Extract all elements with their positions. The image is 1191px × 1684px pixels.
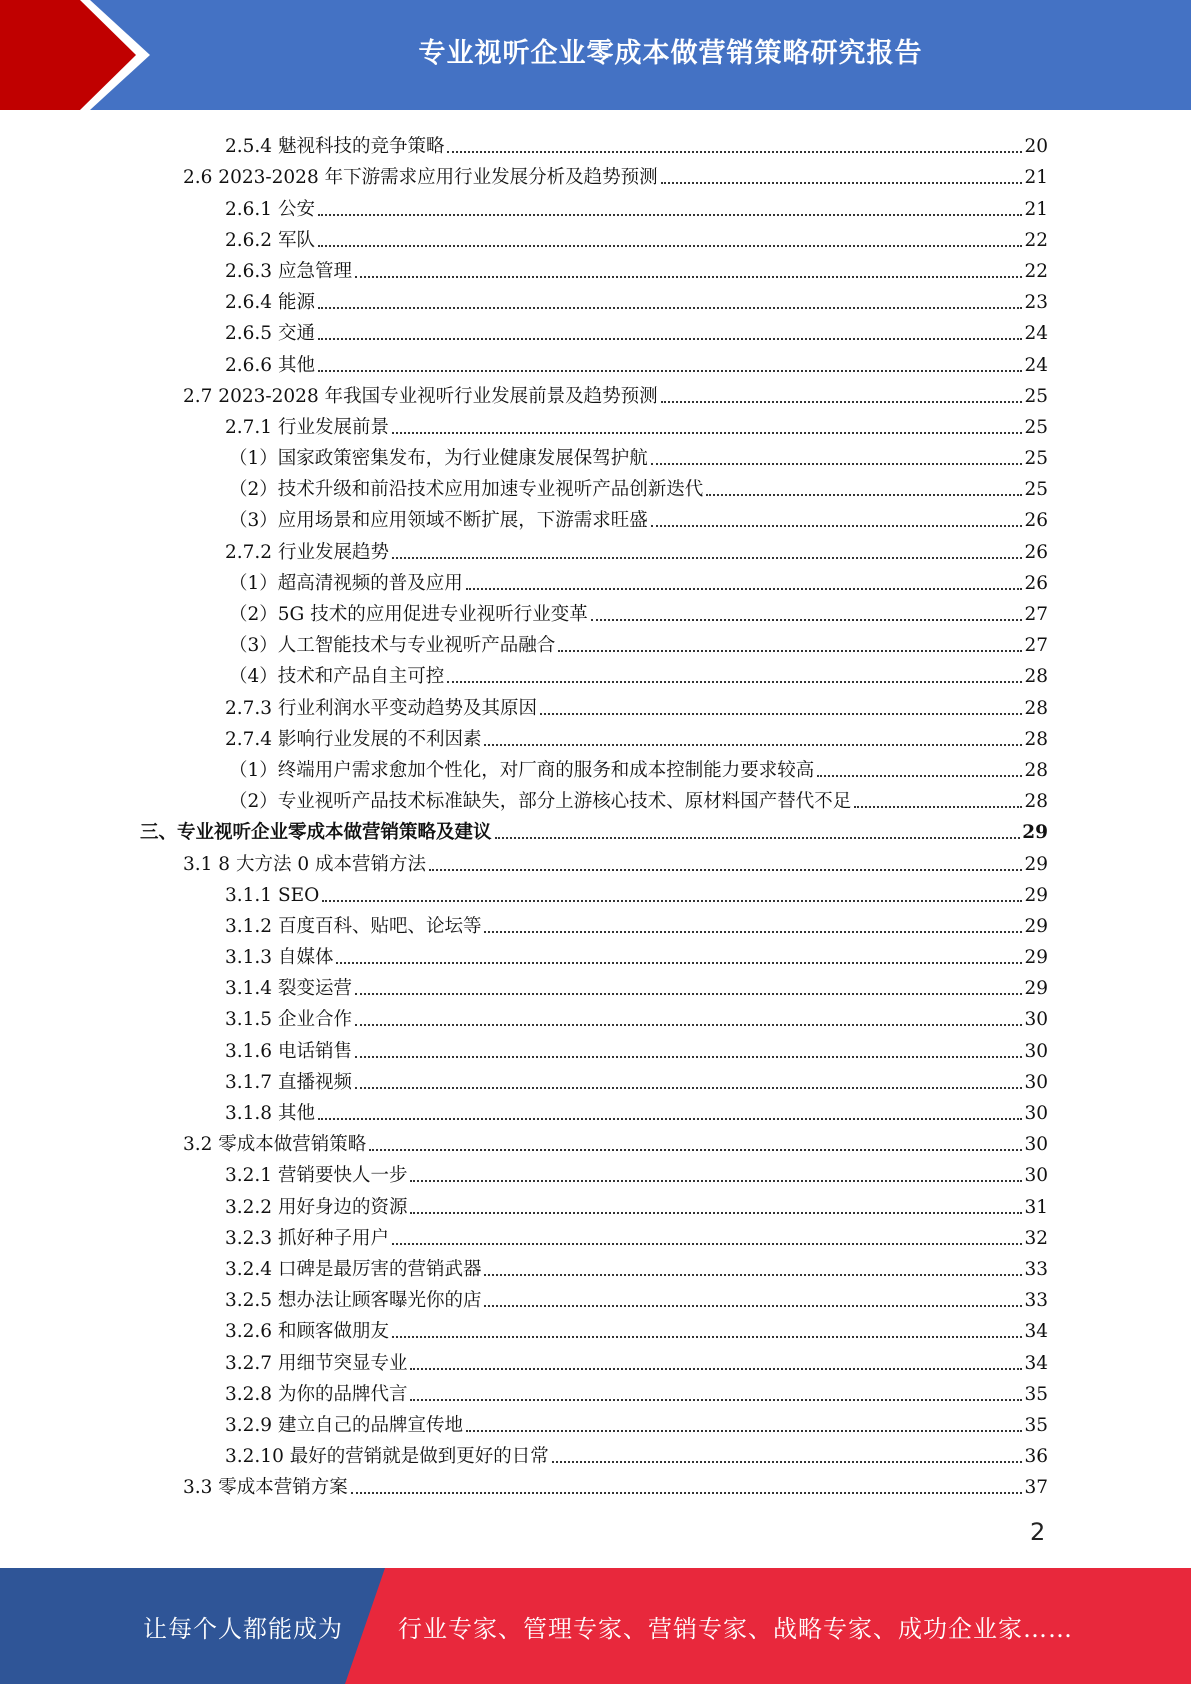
- toc-entry-label: （4）技术和产品自主可控: [229, 666, 445, 688]
- toc-entry[interactable]: [140, 440, 1048, 471]
- toc-dot-leader: [484, 1274, 1022, 1276]
- toc-entry-label: 3.2.1 营销要快人一步: [225, 1165, 408, 1187]
- toc-entry[interactable]: [140, 471, 1048, 502]
- toc-entry-label: 2.7 2023-2028 年我国专业视听行业发展前景及趋势预测: [183, 385, 658, 407]
- toc-entry-page: 21: [1024, 167, 1048, 189]
- toc-entry-page: 33: [1024, 1258, 1048, 1280]
- toc-entry-label: 2.6 2023-2028 年下游需求应用行业发展分析及趋势预测: [183, 167, 658, 189]
- toc-entry-page: 21: [1024, 198, 1048, 220]
- toc-dot-leader: [558, 650, 1022, 652]
- toc-entry-page: 28: [1024, 697, 1048, 719]
- toc-entry-page: 29: [1022, 822, 1048, 844]
- toc-entry[interactable]: [140, 1313, 1048, 1344]
- toc-entry-label: 3.2.3 抓好种子用户: [225, 1227, 389, 1249]
- toc-dot-leader: [661, 182, 1023, 184]
- toc-entry[interactable]: [140, 845, 1048, 876]
- toc-dot-leader: [355, 276, 1023, 278]
- toc-entry[interactable]: [140, 1001, 1048, 1032]
- toc-entry-label: 2.6.2 军队: [225, 229, 315, 251]
- toc-entry-label: （2）专业视听产品技术标准缺失，部分上游核心技术、原材料国产替代不足: [229, 791, 852, 813]
- toc-entry[interactable]: [140, 502, 1048, 533]
- toc-entry-page: 34: [1024, 1321, 1048, 1343]
- toc-entry[interactable]: [140, 190, 1048, 221]
- toc-dot-leader: [854, 806, 1022, 808]
- toc-entry-label: （1）终端用户需求愈加个性化，对厂商的服务和成本控制能力要求较高: [229, 759, 815, 781]
- toc-entry[interactable]: [140, 814, 1048, 845]
- toc-dot-leader: [484, 931, 1022, 933]
- toc-entry[interactable]: [140, 721, 1048, 752]
- toc-dot-leader: [410, 1399, 1022, 1401]
- toc-entry-page: 28: [1024, 728, 1048, 750]
- toc-dot-leader: [318, 214, 1023, 216]
- toc-entry[interactable]: [140, 315, 1048, 346]
- toc-entry[interactable]: [140, 1032, 1048, 1063]
- toc-entry[interactable]: [140, 533, 1048, 564]
- toc-entry-label: 3.2.6 和顾客做朋友: [225, 1321, 389, 1343]
- toc-entry-label: 3.1.3 自媒体: [225, 947, 334, 969]
- toc-entry-page: 29: [1024, 884, 1048, 906]
- toc-entry-page: 27: [1024, 635, 1048, 657]
- toc-entry[interactable]: [140, 627, 1048, 658]
- toc-entry[interactable]: [140, 1095, 1048, 1126]
- toc-entry-page: 30: [1024, 1165, 1048, 1187]
- toc-entry-page: 25: [1024, 448, 1048, 470]
- toc-entry-page: 34: [1024, 1352, 1048, 1374]
- toc-dot-leader: [429, 869, 1022, 871]
- toc-entry-label: （3）应用场景和应用领域不断扩展，下游需求旺盛: [229, 510, 648, 532]
- toc-entry-page: 23: [1024, 292, 1048, 314]
- toc-dot-leader: [355, 993, 1023, 995]
- toc-dot-leader: [552, 1461, 1023, 1463]
- toc-dot-leader: [484, 744, 1022, 746]
- toc-entry-page: 30: [1024, 1103, 1048, 1124]
- page-footer: [0, 1568, 1191, 1684]
- toc-dot-leader: [651, 525, 1023, 527]
- toc-dot-leader: [392, 432, 1022, 434]
- toc-entry[interactable]: [140, 346, 1048, 377]
- toc-entry-page: 28: [1024, 759, 1048, 781]
- toc-entry[interactable]: [140, 908, 1048, 939]
- toc-entry[interactable]: [140, 970, 1048, 1001]
- toc-dot-leader: [392, 557, 1022, 559]
- toc-entry-page: 26: [1024, 510, 1048, 532]
- toc-entry-page: 35: [1024, 1414, 1048, 1436]
- toc-entry-label: 2.6.5 交通: [225, 323, 315, 345]
- toc-entry[interactable]: [140, 222, 1048, 253]
- toc-entry-label: 3.2.2 用好身边的资源: [225, 1196, 408, 1218]
- toc-dot-leader: [817, 775, 1022, 777]
- toc-entry-label: 3.1.2 百度百科、贴吧、论坛等: [225, 915, 482, 937]
- toc-entry-page: 24: [1024, 323, 1048, 345]
- toc-entry-page: 29: [1024, 978, 1048, 1000]
- toc-entry-label: 2.5.4 魅视科技的竞争策略: [225, 136, 445, 158]
- toc-entry-label: 3.2 零成本做营销策略: [183, 1134, 367, 1156]
- toc-dot-leader: [661, 401, 1023, 403]
- toc-entry[interactable]: [140, 689, 1048, 720]
- toc-entry-label: 3.2.10 最好的营销就是做到更好的日常: [225, 1446, 549, 1468]
- toc-dot-leader: [322, 900, 1022, 902]
- toc-entry-page: 30: [1024, 1040, 1048, 1062]
- toc-entry-page: 22: [1024, 229, 1048, 251]
- toc-entry[interactable]: [140, 284, 1048, 315]
- toc-entry-page: 26: [1024, 572, 1048, 594]
- toc-entry[interactable]: [140, 1064, 1048, 1095]
- toc-entry-page: 26: [1024, 541, 1048, 563]
- toc-entry-label: 3.1.4 裂变运营: [225, 978, 352, 1000]
- toc-entry-page: 33: [1024, 1290, 1048, 1312]
- toc-entry-page: 24: [1024, 354, 1048, 376]
- toc-entry[interactable]: [140, 1438, 1048, 1469]
- toc-entry[interactable]: [140, 128, 1048, 159]
- toc-entry-label: 3.1 8 大方法 0 成本营销方法: [183, 853, 426, 875]
- toc-entry-page: 25: [1024, 416, 1048, 438]
- toc-entry-label: 2.7.3 行业利润水平变动趋势及其原因: [225, 697, 537, 719]
- toc-entry[interactable]: [140, 1188, 1048, 1219]
- toc-entry[interactable]: [140, 1376, 1048, 1407]
- toc-dot-leader: [706, 494, 1022, 496]
- toc-dot-leader: [447, 151, 1022, 153]
- toc-entry-page: 28: [1024, 791, 1048, 813]
- toc-entry[interactable]: [140, 565, 1048, 596]
- table-of-contents: [140, 128, 1048, 1500]
- toc-entry[interactable]: [140, 658, 1048, 689]
- toc-dot-leader: [447, 681, 1022, 683]
- toc-entry-label: （2）技术升级和前沿技术应用加速专业视听产品创新迭代: [229, 479, 704, 501]
- toc-entry-label: 3.2.8 为你的品牌代言: [225, 1383, 408, 1405]
- toc-dot-leader: [410, 1212, 1022, 1214]
- toc-entry-page: 30: [1024, 1134, 1048, 1156]
- toc-entry[interactable]: [140, 1407, 1048, 1438]
- toc-dot-leader: [336, 962, 1022, 964]
- toc-entry[interactable]: [140, 253, 1048, 284]
- toc-entry[interactable]: [140, 378, 1048, 409]
- toc-dot-leader: [318, 1118, 1023, 1120]
- toc-dot-leader: [495, 837, 1021, 839]
- toc-dot-leader: [466, 1430, 1022, 1432]
- toc-dot-leader: [355, 1087, 1023, 1089]
- toc-entry-page: 32: [1024, 1227, 1048, 1249]
- report-title: 专业视听企业零成本做营销策略研究报告: [418, 37, 923, 69]
- toc-entry-label: （2）5G 技术的应用促进专业视听行业变革: [229, 604, 588, 625]
- toc-entry-label: 3.1.7 直播视频: [225, 1071, 352, 1093]
- toc-entry-label: 2.7.2 行业发展趋势: [225, 541, 389, 563]
- toc-entry[interactable]: [140, 409, 1048, 440]
- toc-dot-leader: [318, 338, 1023, 340]
- page-header: [0, 0, 1191, 110]
- toc-entry-page: 30: [1024, 1071, 1048, 1093]
- toc-entry-label: 3.2.9 建立自己的品牌宣传地: [225, 1414, 463, 1436]
- toc-entry-page: 27: [1024, 604, 1048, 625]
- toc-entry-label: 3.1.6 电话销售: [225, 1040, 352, 1062]
- toc-entry-label: 2.7.4 影响行业发展的不利因素: [225, 728, 482, 750]
- toc-dot-leader: [392, 1243, 1022, 1245]
- toc-entry[interactable]: [140, 1344, 1048, 1375]
- page-number: 2: [1030, 1518, 1046, 1546]
- toc-dot-leader: [369, 1149, 1022, 1151]
- toc-dot-leader: [410, 1368, 1022, 1370]
- toc-entry[interactable]: [140, 1157, 1048, 1188]
- toc-entry-page: 36: [1024, 1446, 1048, 1468]
- toc-entry[interactable]: [140, 1469, 1048, 1500]
- toc-dot-leader: [540, 713, 1022, 715]
- toc-entry[interactable]: [140, 783, 1048, 814]
- toc-dot-leader: [591, 619, 1023, 621]
- toc-dot-leader: [318, 245, 1023, 247]
- chevron-decoration-icon: [0, 0, 150, 110]
- toc-entry[interactable]: [140, 1220, 1048, 1251]
- toc-entry[interactable]: [140, 596, 1048, 627]
- toc-entry-label: 3.1.5 企业合作: [225, 1009, 352, 1031]
- toc-entry-page: 37: [1024, 1477, 1048, 1499]
- toc-dot-leader: [651, 463, 1023, 465]
- toc-dot-leader: [484, 1305, 1022, 1307]
- toc-entry-page: 31: [1024, 1196, 1048, 1218]
- toc-entry-label: 3.2.7 用细节突显专业: [225, 1352, 408, 1374]
- toc-dot-leader: [355, 1056, 1023, 1058]
- toc-entry-label: 3.3 零成本营销方案: [183, 1477, 348, 1499]
- toc-entry-label: （3）人工智能技术与专业视听产品融合: [229, 635, 556, 657]
- toc-entry-page: 29: [1024, 947, 1048, 969]
- toc-dot-leader: [355, 1024, 1023, 1026]
- toc-entry[interactable]: [140, 1282, 1048, 1313]
- toc-entry-label: 3.1.8 其他: [225, 1103, 315, 1124]
- toc-dot-leader: [318, 307, 1023, 309]
- toc-entry-label: 3.1.1 SEO: [225, 884, 320, 906]
- toc-entry-label: 三、专业视听企业零成本做营销策略及建议: [140, 822, 492, 844]
- toc-entry[interactable]: [140, 877, 1048, 908]
- toc-entry[interactable]: [140, 1251, 1048, 1282]
- toc-entry-label: 2.7.1 行业发展前景: [225, 416, 389, 438]
- toc-dot-leader: [466, 588, 1023, 590]
- toc-entry-label: 2.6.6 其他: [225, 354, 315, 376]
- toc-entry-page: 22: [1024, 260, 1048, 282]
- toc-entry[interactable]: [140, 752, 1048, 783]
- footer-slogan-right: 行业专家、管理专家、营销专家、战略专家、成功企业家……: [398, 1614, 1073, 1643]
- toc-entry-label: 2.6.1 公安: [225, 198, 315, 220]
- toc-dot-leader: [351, 1492, 1023, 1494]
- toc-entry-label: 2.6.3 应急管理: [225, 260, 352, 282]
- toc-entry-page: 25: [1024, 479, 1048, 501]
- toc-entry[interactable]: [140, 159, 1048, 190]
- toc-entry-page: 20: [1024, 136, 1048, 158]
- toc-entry-page: 25: [1024, 385, 1048, 407]
- footer-slogan-left: 让每个人都能成为: [143, 1614, 343, 1643]
- toc-entry-label: （1）超高清视频的普及应用: [229, 572, 463, 594]
- toc-entry-page: 30: [1024, 1009, 1048, 1031]
- toc-entry[interactable]: [140, 1126, 1048, 1157]
- toc-entry-label: 3.2.4 口碑是最厉害的营销武器: [225, 1258, 482, 1280]
- toc-entry-page: 29: [1024, 915, 1048, 937]
- toc-dot-leader: [392, 1336, 1022, 1338]
- toc-dot-leader: [318, 370, 1023, 372]
- toc-entry-page: 35: [1024, 1383, 1048, 1405]
- toc-entry-page: 29: [1024, 853, 1048, 875]
- toc-entry[interactable]: [140, 939, 1048, 970]
- toc-entry-label: 2.6.4 能源: [225, 292, 315, 314]
- toc-entry-label: （1）国家政策密集发布，为行业健康发展保驾护航: [229, 448, 648, 470]
- toc-entry-label: 3.2.5 想办法让顾客曝光你的店: [225, 1290, 482, 1312]
- toc-entry-page: 28: [1024, 666, 1048, 688]
- toc-dot-leader: [410, 1180, 1022, 1182]
